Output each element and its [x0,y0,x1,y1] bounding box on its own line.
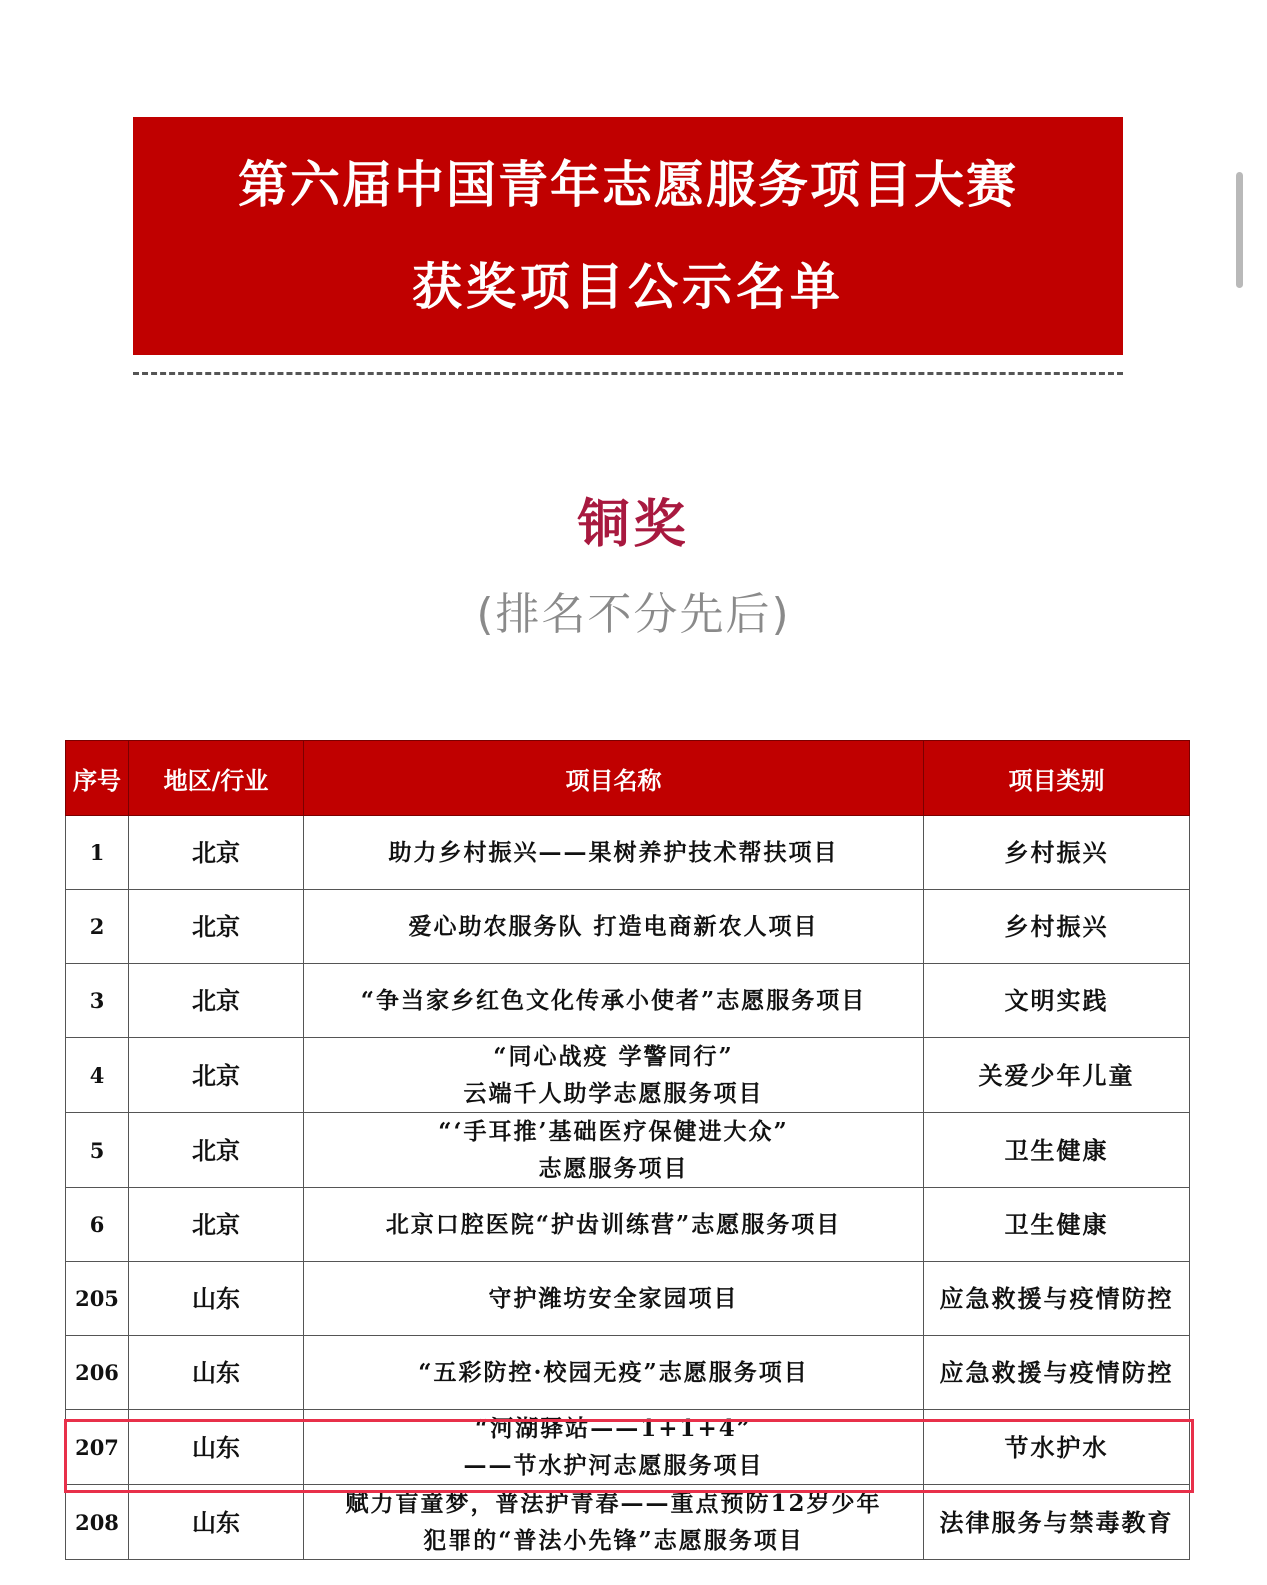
dashed-divider [133,372,1123,375]
project-name-line2: 志愿服务项目 [538,1155,689,1182]
cell-region: 北京 [129,1038,304,1113]
cell-serial: 3 [66,964,129,1038]
cell-category: 关爱少年儿童 [924,1038,1190,1113]
cell-project-name [304,964,924,1038]
cell-serial: 208 [66,1485,129,1560]
project-name-line2: 云端千人助学志愿服务项目 [463,1080,764,1107]
project-name-line2: ——节水护河志愿服务项目 [463,1452,764,1479]
project-name-line1: “‘手耳推’基础医疗保健进大众” [438,1118,789,1145]
project-name-line1: “同心战疫 学警同行” [493,1043,734,1070]
table-row [66,890,1190,964]
cell-project-name [304,890,924,964]
table-row [66,964,1190,1038]
cell-region: 北京 [129,1113,304,1188]
table-row-highlighted [66,1410,1190,1485]
cell-category: 法律服务与禁毒教育 [924,1485,1190,1560]
table-row [66,1336,1190,1410]
cell-project-name [304,1336,924,1410]
table-row [66,816,1190,890]
table-row [66,1485,1190,1560]
project-name-line1: 赋力盲童梦，普法护青春——重点预防12岁少年 [345,1490,882,1517]
cell-region: 北京 [129,964,304,1038]
cell-project-name [304,1113,924,1188]
table-row [66,1113,1190,1188]
cell-serial: 6 [66,1188,129,1262]
cell-project-name [304,1262,924,1336]
cell-project-name [304,1038,924,1113]
award-level-heading: 铜奖 [577,495,690,555]
project-name-line1: “五彩防控·校园无疫”志愿服务项目 [418,1359,809,1386]
banner-title-line1: 第六届中国青年志愿服务项目大赛 [238,156,1018,214]
header-serial: 序号 [66,741,129,816]
cell-project-name [304,1410,924,1485]
table-row [66,1262,1190,1336]
project-name-line1: 守护潍坊安全家园项目 [488,1285,739,1312]
cell-category: 卫生健康 [924,1113,1190,1188]
cell-serial: 5 [66,1113,129,1188]
cell-project-name [304,1485,924,1560]
table-row [66,1038,1190,1113]
cell-region: 山东 [129,1336,304,1410]
cell-project-name [304,1188,924,1262]
table-row [66,1188,1190,1262]
project-name-line2: 犯罪的“普法小先锋”志愿服务项目 [423,1527,804,1554]
scrollbar-thumb[interactable] [1236,172,1243,288]
header-region: 地区/行业 [129,741,304,816]
cell-category: 应急救援与疫情防控 [924,1336,1190,1410]
title-banner [133,117,1123,355]
cell-region: 北京 [129,1188,304,1262]
cell-region: 北京 [129,816,304,890]
cell-serial: 1 [66,816,129,890]
cell-project-name [304,816,924,890]
header-category: 项目类别 [924,741,1190,816]
ranking-note: (排名不分先后) [476,589,791,640]
project-name-line1: 助力乡村振兴——果树养护技术帮扶项目 [388,839,839,866]
banner-title-line2: 获奖项目公示名单 [412,258,844,316]
cell-region: 北京 [129,890,304,964]
cell-category: 节水护水 [924,1410,1190,1485]
cell-category: 应急救援与疫情防控 [924,1262,1190,1336]
cell-category: 乡村振兴 [924,816,1190,890]
project-name-line1: “河湖驿站——1+1+4” [474,1415,752,1442]
cell-region: 山东 [129,1485,304,1560]
cell-serial: 206 [66,1336,129,1410]
cell-serial: 2 [66,890,129,964]
project-name-line1: 爱心助农服务队 打造电商新农人项目 [408,913,819,940]
cell-region: 山东 [129,1410,304,1485]
cell-serial: 205 [66,1262,129,1336]
award-list-table [65,740,1190,1560]
cell-category: 文明实践 [924,964,1190,1038]
cell-region: 山东 [129,1262,304,1336]
project-name-line1: 北京口腔医院“护齿训练营”志愿服务项目 [385,1211,842,1238]
project-name-line1: “争当家乡红色文化传承小使者”志愿服务项目 [360,987,867,1014]
cell-category: 乡村振兴 [924,890,1190,964]
cell-category: 卫生健康 [924,1188,1190,1262]
cell-serial: 207 [66,1410,129,1485]
header-project-name: 项目名称 [304,741,924,816]
cell-serial: 4 [66,1038,129,1113]
table-header-row [66,741,1190,816]
